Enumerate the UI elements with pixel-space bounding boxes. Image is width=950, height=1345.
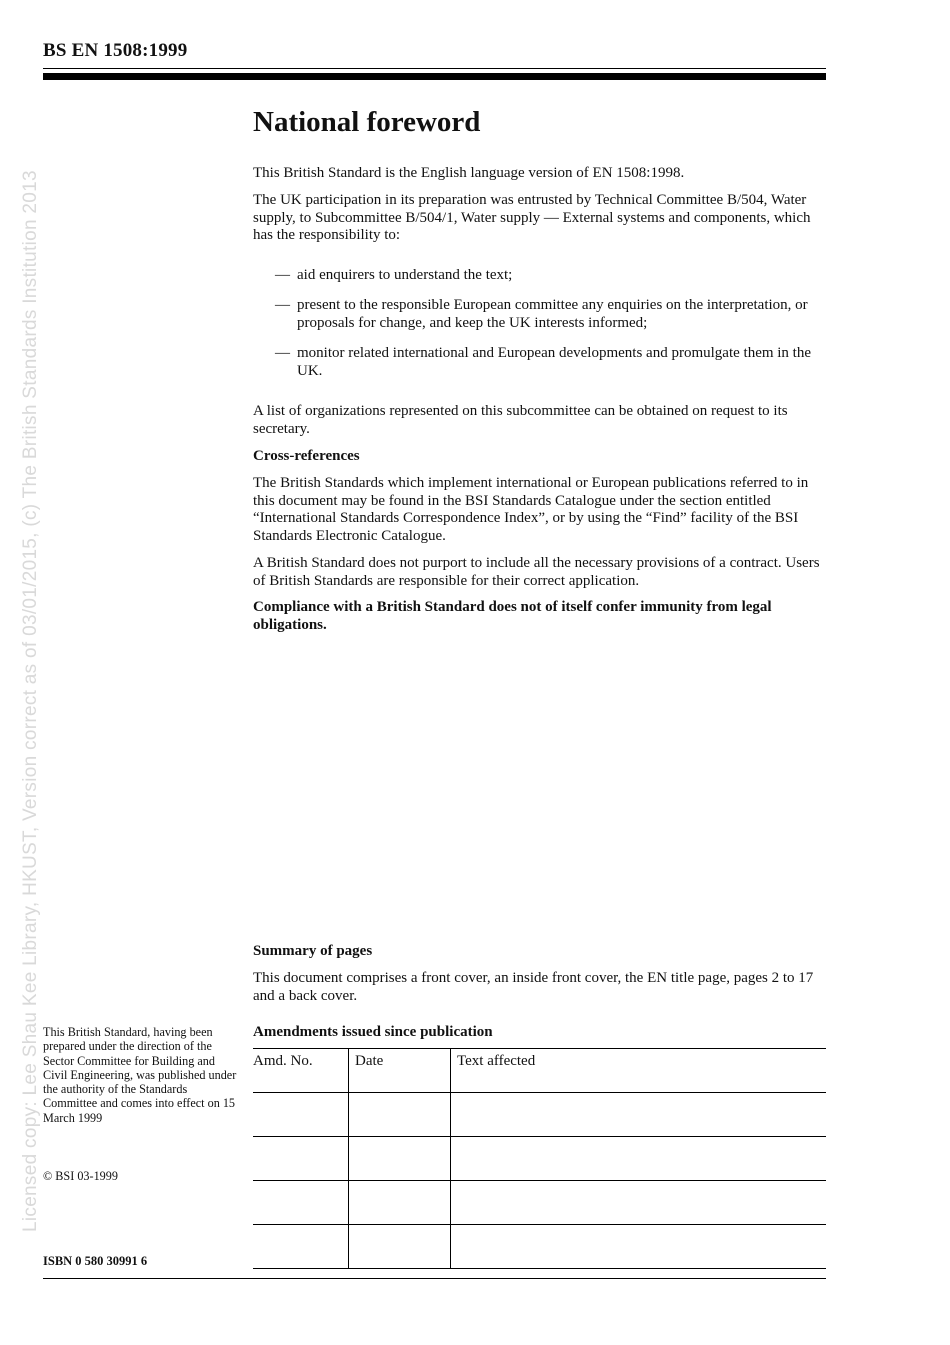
isbn-number: ISBN 0 580 30991 6 [43,1254,148,1268]
intro-paragraph: This British Standard is the English language version of EN 1508:1998. [253,165,685,181]
cross-references-heading: Cross-references [253,448,360,464]
amendments-heading: Amendments issued since publication [253,1024,493,1040]
header-rule-thick [43,73,826,80]
table-row [253,1225,826,1269]
dash-marker: — [275,297,290,313]
responsibility-item [275,297,828,332]
table-row [253,1093,826,1137]
summary-heading: Summary of pages [253,943,373,959]
page-title: National foreword [253,106,481,138]
header-rule-thin [43,68,826,69]
table-row [253,1181,826,1225]
table-header-row [253,1049,826,1093]
responsibility-item [275,267,828,285]
dash-marker: — [275,345,290,361]
copyright-notice: © BSI 03-1999 [43,1169,118,1183]
publication-note: This British Standard, having been prepared under the direction of the Sector Committee for Building and Civil Engineering, was published under the authority of the Standards Committee and comes into effect on 15 March 1999 [43,1025,237,1125]
table-row [253,1137,826,1181]
contract-note-paragraph: A British Standard does not purport to include all the necessary provisions of a contract. Users of British Standards are responsible for their correct application. [253,555,820,589]
participation-paragraph: The UK participation in its preparation was entrusted by Technical Committee B/504, Water supply, to Subcommittee B/504/1, Water supply — External systems and components, which has the responsibility to: [253,192,811,243]
column-header-text-affected: Text affected [451,1049,827,1093]
responsibility-text: aid enquirers to understand the text; [297,267,513,283]
compliance-statement: Compliance with a British Standard does not of itself confer immunity from legal obligations. [253,599,772,633]
responsibility-text: monitor related international and European developments and promulgate them in the UK. [297,345,812,379]
responsibility-text: present to the responsible European committee any enquiries on the interpretation, or proposals for change, and keep the UK interests informed; [297,297,808,331]
summary-paragraph: This document comprises a front cover, an inside front cover, the EN title page, pages 2 to 17 and a back cover. [253,970,814,1004]
cross-references-paragraph: The British Standards which implement international or European publications referred to in this document may be found in the BSI Standards Catalogue under the section entitled “International Standards Correspondence Index”, or by using the “Find” facility of the BSI Standards Electronic Catalogue. [253,475,809,544]
column-header-amd-no: Amd. No. [253,1049,349,1093]
responsibility-item [275,345,828,380]
dash-marker: — [275,267,290,283]
column-header-date: Date [349,1049,451,1093]
footer-rule [43,1278,826,1279]
list-note-paragraph: A list of organizations represented on this subcommittee can be obtained on request to its secretary. [253,403,788,437]
license-watermark: Licensed copy: Lee Shau Kee Library, HKUST, Version correct as of 03/01/2015, (c) The British Standards Institution 2013 [20,170,41,1232]
document-code: BS EN 1508:1999 [43,40,188,61]
amendments-table [253,1048,826,1269]
